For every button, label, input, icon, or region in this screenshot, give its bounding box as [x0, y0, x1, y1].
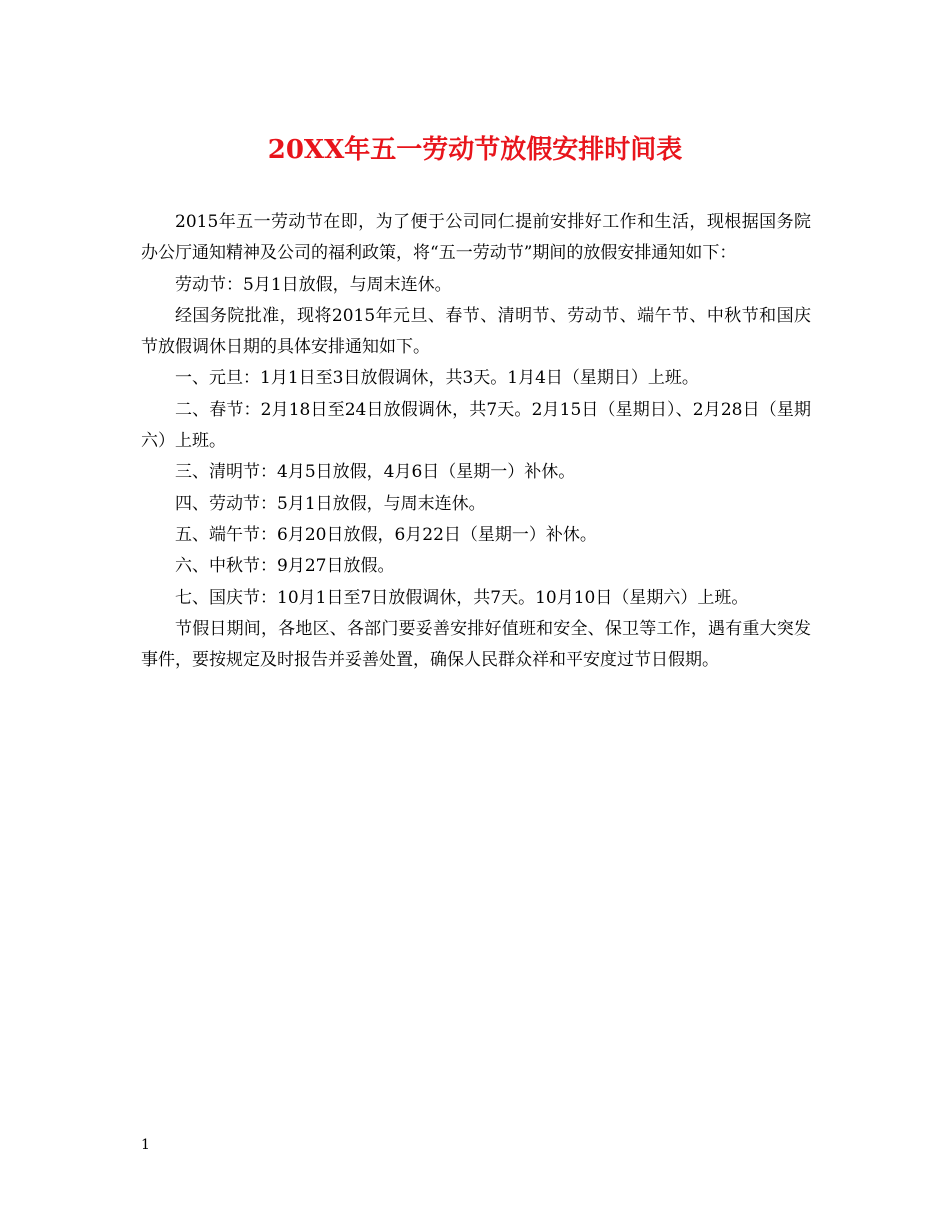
paragraph-dragon-boat: 五、端午节：6月20日放假，6月22日（星期一）补休。 [175, 524, 597, 545]
paragraph-approval: 经国务院批准，现将2015年元旦、春节、清明节、劳动节、端午节、中秋节和国庆节放假调休日期的具体安排通知如下。 [141, 305, 811, 358]
paragraph-intro: 2015年五一劳动节在即，为了便于公司同仁提前安排好工作和生活，现根据国务院办公厅通知精神及公司的福利政策，将“五一劳动节”期间的放假安排通知如下： [141, 212, 811, 264]
page-number: 1 [141, 1137, 150, 1153]
paragraph-qingming: 三、清明节：4月5日放假，4月6日（星期一）补休。 [175, 462, 576, 483]
paragraph-labor-day-summary: 劳动节：5月1日放假，与周末连休。 [175, 274, 452, 295]
paragraph-mid-autumn: 六、中秋节：9月27日放假。 [175, 556, 395, 577]
paragraph-closing: 节假日期间，各地区、各部门要妥善安排好值班和安全、保卫等工作，遇有重大突发事件，要按规定及时报告并妥善处置，确保人民群众祥和平安度过节日假期。 [141, 618, 811, 671]
document-title: 20XX年五一劳动节放假安排时间表 [267, 135, 683, 165]
paragraph-spring-festival: 二、春节：2月18日至24日放假调休，共7天。2月15日（星期日）、2月28日（星期六）上班。 [141, 399, 811, 452]
paragraph-national-day: 七、国庆节：10月1日至7日放假调休，共7天。10月10日（星期六）上班。 [175, 587, 749, 608]
document-body [141, 207, 811, 676]
paragraph-labor-day: 四、劳动节：5月1日放假，与周末连休。 [175, 493, 486, 514]
paragraph-new-year: 一、元旦：1月1日至3日放假调休，共3天。1月4日（星期日）上班。 [175, 368, 699, 389]
